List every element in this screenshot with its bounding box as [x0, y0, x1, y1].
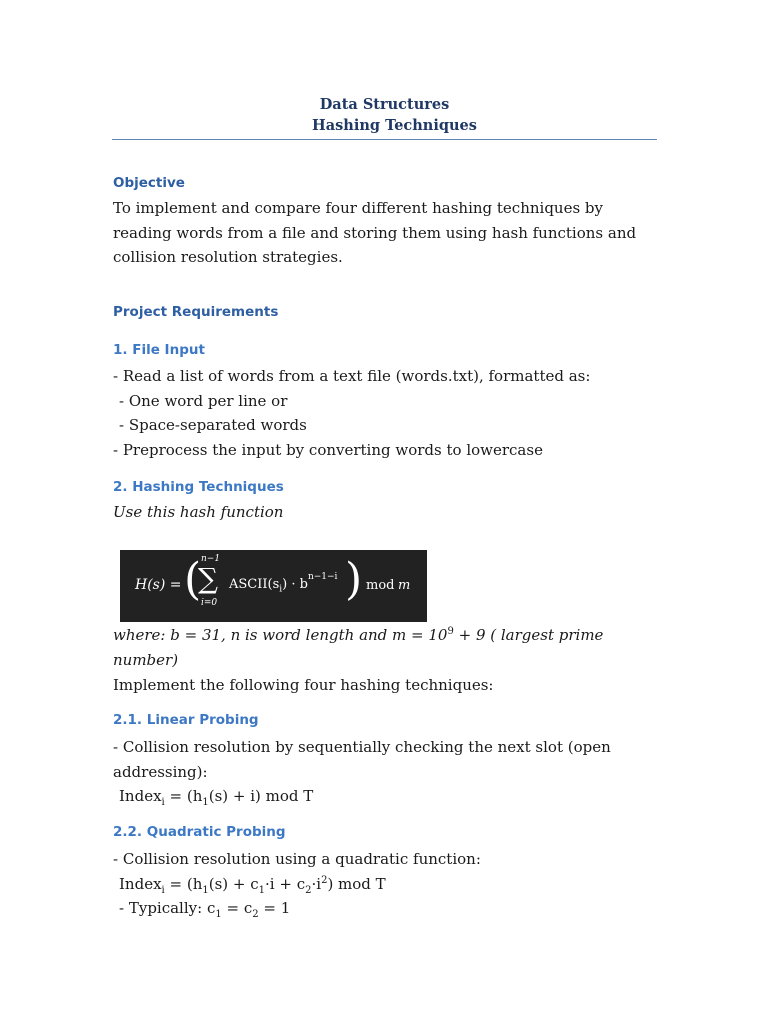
formula-close-paren: ): [345, 554, 363, 605]
document-title: Data Structures: [319, 96, 450, 113]
eq-text: Index: [119, 787, 162, 805]
linear-line: addressing):: [113, 762, 208, 781]
linear-line: - Collision resolution by sequentially checking the next slot (open: [113, 738, 611, 756]
hash-formula-image: [120, 550, 427, 622]
eq-sub: i: [161, 797, 165, 808]
linear-text: [113, 735, 643, 809]
eq-text: = 1: [258, 899, 291, 917]
eq-text: (s) + c: [208, 874, 259, 893]
formula-ascii: ASCII(s: [229, 577, 280, 592]
objective-text: [113, 196, 643, 270]
formula-lhs: H(s) =: [135, 577, 182, 593]
objective-line: collision resolution strategies.: [113, 248, 343, 266]
objective-line: reading words from a file and storing them using hash functions and: [113, 223, 637, 242]
title-divider: [112, 139, 657, 140]
eq-sub: i: [161, 884, 165, 896]
quadratic-heading: 2.2. Quadratic Probing: [113, 824, 286, 840]
file-input-line: - One word per line or: [119, 391, 288, 410]
eq-sub: 1: [202, 797, 209, 808]
formula-body: [229, 571, 338, 595]
eq-sub: 1: [258, 884, 266, 896]
formula-mid: ) · b: [282, 577, 308, 592]
hashing-intro: Use this hash function: [113, 503, 284, 521]
eq-text: = (h: [164, 874, 203, 893]
eq-text: ·i + c: [265, 874, 306, 893]
document-subtitle: Hashing Techniques: [312, 117, 477, 134]
eq-text: = (h: [164, 787, 203, 805]
eq-text: ) mod T: [327, 874, 386, 893]
eq-text: (s) + i) mod T: [208, 787, 314, 805]
formula-sum-upper: n−1: [201, 554, 221, 564]
quadratic-typical: [113, 896, 643, 921]
file-input-line: - Space-separated words: [119, 416, 307, 434]
eq-sub: 2: [252, 909, 259, 920]
formula-sum-symbol: ∑: [198, 562, 218, 595]
formula-sum-lower: i=0: [201, 598, 218, 608]
where-exponent: 9: [447, 626, 454, 637]
formula-m: m: [398, 578, 411, 593]
quadratic-line: - Collision resolution using a quadratic function:: [113, 850, 481, 868]
eq-sub: 2: [305, 884, 312, 896]
eq-text: - Typically: c: [119, 899, 216, 917]
hashing-where: [113, 623, 673, 672]
linear-equation: [113, 784, 643, 809]
objective-heading: Objective: [113, 175, 185, 191]
where-prefix: where: b = 31, n is word length and m = 10: [113, 626, 448, 644]
eq-sub: 1: [202, 884, 209, 896]
linear-heading: 2.1. Linear Probing: [113, 712, 259, 728]
eq-sup: 2: [321, 874, 328, 886]
formula-sub-i: i: [279, 584, 283, 595]
hashing-heading: 2. Hashing Techniques: [113, 479, 284, 495]
eq-text: Index: [119, 874, 162, 893]
eq-sub: 1: [215, 909, 222, 920]
file-input-line: - Read a list of words from a text file (words.txt), formatted as:: [113, 367, 591, 385]
objective-line: To implement and compare four different hashing techniques by: [113, 199, 603, 217]
file-input-heading: 1. File Input: [113, 342, 205, 358]
where-suffix: + 9 ( largest prime number): [113, 626, 604, 669]
file-input-line: - Preprocess the input by converting words to lowercase: [113, 440, 543, 459]
formula-mod: mod: [366, 578, 395, 593]
file-input-text: [113, 364, 643, 462]
requirements-heading: Project Requirements: [113, 304, 279, 320]
formula-exponent: n−1−i: [307, 571, 338, 582]
eq-text: = c: [221, 899, 253, 917]
title-block: [112, 94, 657, 136]
formula-open-paren: (: [184, 554, 202, 605]
quadratic-equation: [113, 872, 643, 897]
eq-text: ·i: [311, 874, 322, 893]
quadratic-text: [113, 847, 643, 921]
hashing-implement: Implement the following four hashing techniques:: [113, 676, 494, 694]
